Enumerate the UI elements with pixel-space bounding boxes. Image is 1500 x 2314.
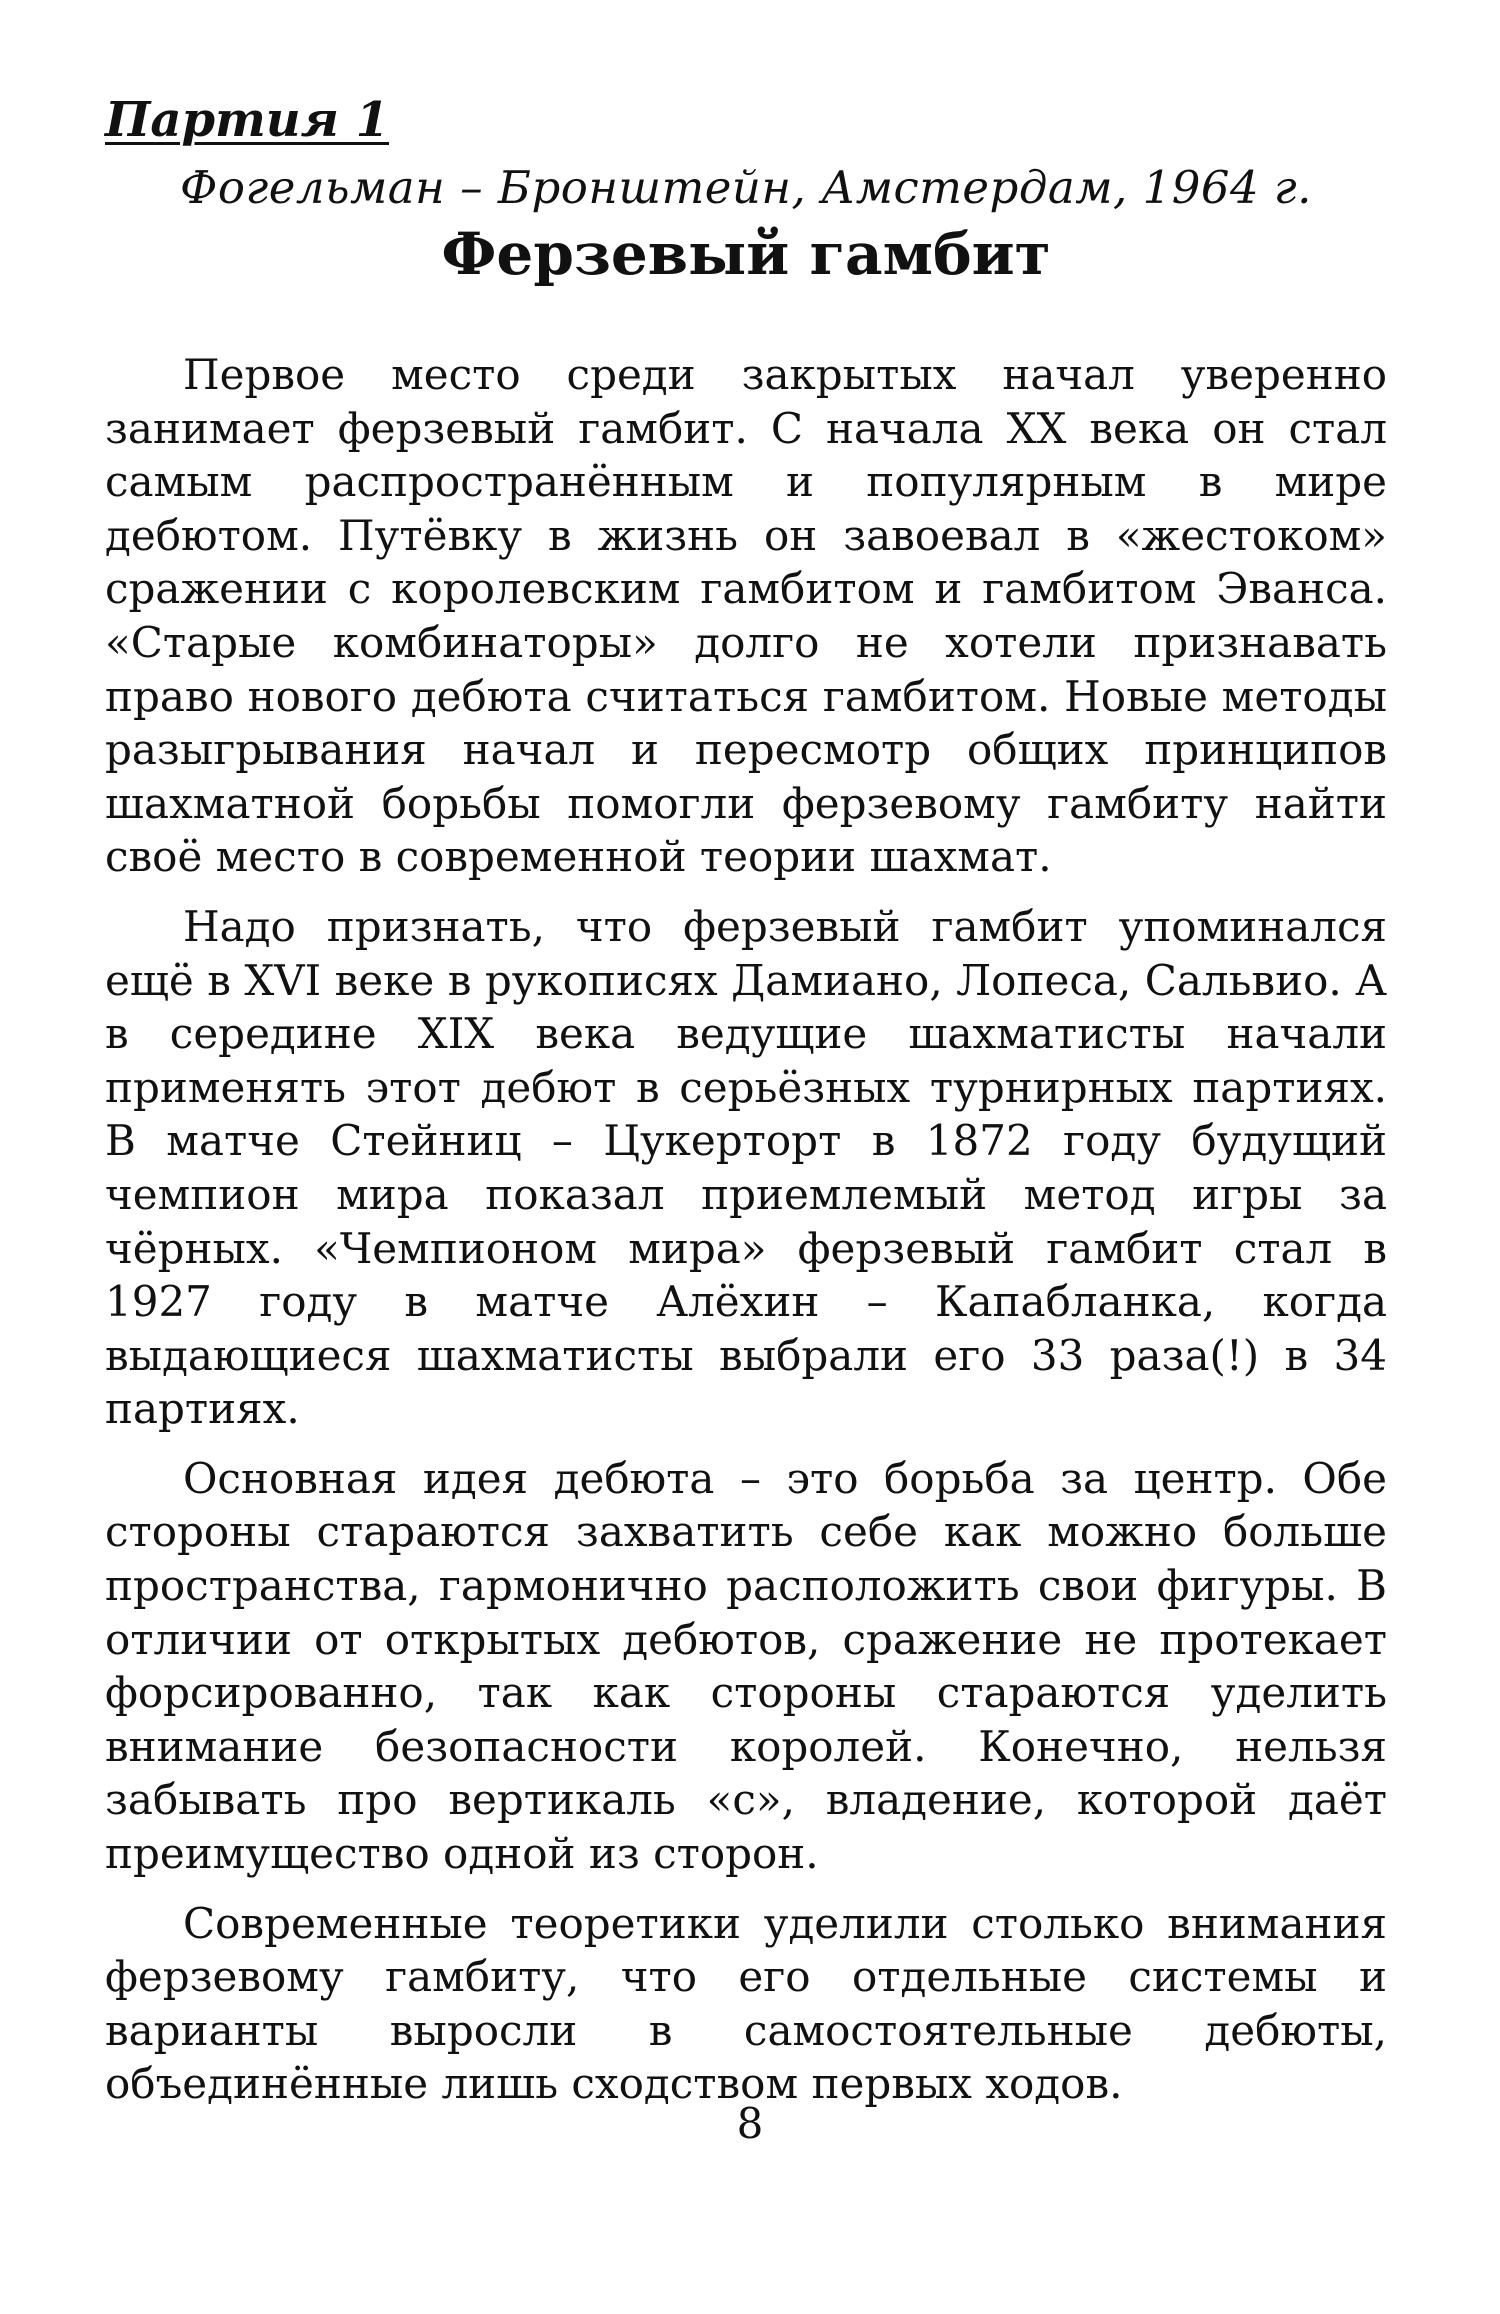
game-label: Партия 1 <box>105 92 390 148</box>
paragraph-1: Первое место среди закрытых начал уверенно занимает ферзевый гамбит. С начала XX века он стал самым распространённым и популярным в мире дебютом. Путёвку в жизнь он завоевал в «жестоком» сражении с королевским гамбитом и гамбитом Эванса. «Старые комбинаторы» долго не хотели признавать право нового дебюта считаться гамбитом. Новые методы разыгрывания начал и пересмотр общих принципов шахматной борьбы помогли ферзевому гамбиту найти своё место в современной теории шахмат. <box>105 350 1387 882</box>
section-title: Ферзевый гамбит <box>441 220 1051 288</box>
paragraph-3: Основная идея дебюта – это борьба за центр. Обе стороны стараются захватить себе как можно больше пространства, гармонично расположить свои фигуры. В отличии от открытых дебютов, сражение не протекает форсированно, так как стороны стараются уделить внимание безопасности королей. Конечно, нельзя забывать про вертикаль «с», владение, которой даёт преимущество одной из сторон. <box>105 1453 1387 1879</box>
page-number: 8 <box>736 2099 764 2148</box>
page-content <box>105 90 1387 2127</box>
paragraph-2: Надо признать, что ферзевый гамбит упоминался ещё в XVI веке в рукописях Дамиано, Лопеса, Сальвио. А в середине XIX века ведущие шахматисты начали применять этот дебют в серьёзных турнирных партиях. В матче Стейниц – Цукерторт в 1872 году будущий чемпион мира показал приемлемый метод игры за чёрных. «Чемпионом мира» ферзевый гамбит стал в 1927 году в матче Алёхин – Капабланка, когда выдающиеся шахматисты выбрали его 33 раза(!) в 34 партиях. <box>105 901 1387 1434</box>
players-subtitle: Фогельман – Бронштейн, Амстердам, 1964 г. <box>180 161 1312 214</box>
paragraph-4: Современные теоретики уделили столько внимания ферзевому гамбиту, что его отдельные системы и варианты выросли в самостоятельные дебюты, объединённые лишь сходством первых ходов. <box>105 1898 1387 2109</box>
